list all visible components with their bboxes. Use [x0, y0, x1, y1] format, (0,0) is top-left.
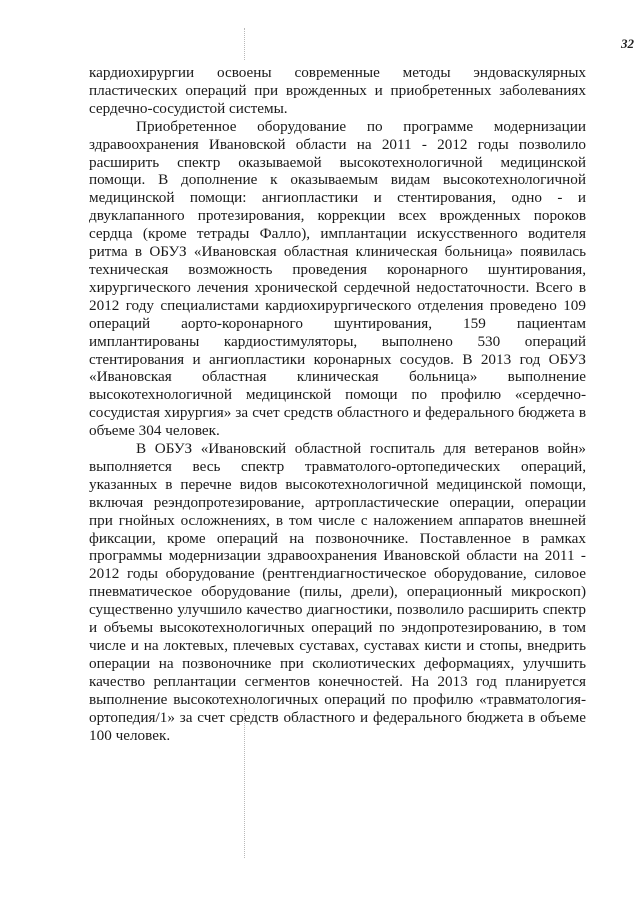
paragraph-veterans-hospital-orthopedics: В ОБУЗ «Ивановский областной госпиталь для ветеранов войн» выполняется весь спектр травматолого-ортопедических операций, указанных в перечне видов высокотехнологичной медицинской помощи, включая реэндопротезирование, артропластические операции, операции при гнойных осложнениях, в том числе с наложением аппаратов внешней фиксации, кроме операций на позвоночнике. Поставленное в рамках программы модернизации здравоохранения Ивановской области на 2011 - 2012 годы оборудование (рентгендиагностическое оборудование, силовое пневматическое оборудование (пилы, дрели), операционный микроскоп) существенно улучшило качество диагностики, позволило расширить спектр и объемы высокотехнологичных операций по эндопротезированию, в том числе и на локтевых, плечевых суставах, суставах кисти и стопы, внедрить операции на позвоночнике при сколиотических деформациях, улучшить качество реплантации сегментов конечностей. На 2013 год планируется выполнение высокотехнологичных операций по профилю «травматология-ортопедия/1» за счет средств областного и федерального бюджета в объеме 100 человек.: [89, 440, 586, 744]
scan-artifact-top: [244, 28, 246, 60]
page-number: 32: [621, 36, 634, 51]
document-body: [89, 64, 586, 744]
paragraph-cardiosurgery-continuation: кардиохирургии освоены современные методы эндоваскулярных пластических операций при врожденных и приобретенных заболеваниях сердечно-сосудистой системы.: [89, 64, 586, 117]
paragraph-modernization-cardiology: Приобретенное оборудование по программе модернизации здравоохранения Ивановской области на 2011 - 2012 годы позволило расширить спектр оказываемой высокотехнологичной медицинской помощи. В дополнение к оказываемым видам высокотехнологичной медицинской помощи: ангиопластики и стентирования, одно - и двуклапанного протезирования, коррекции всех врожденных пороков сердца (кроме тетрады Фалло), имплантации искусственного водителя ритма в ОБУЗ «Ивановская областная клиническая больница» появилась техническая возможность проведения коронарного шунтирования, хирургического лечения хронической сердечной недостаточности. Всего в 2012 году специалистами кардиохирургического отделения проведено 109 операций аорто-коронарного шунтирования, 159 пациентам имплантированы кардиостимуляторы, выполнено 530 операций стентирования и ангиопластики коронарных сосудов. В 2013 год ОБУЗ «Ивановская областная клиническая больница» выполнение высокотехнологичной медицинской помощи по профилю «сердечно-сосудистая хирургия» за счет средств областного и федерального бюджета в объеме 304 человек.: [89, 117, 586, 440]
